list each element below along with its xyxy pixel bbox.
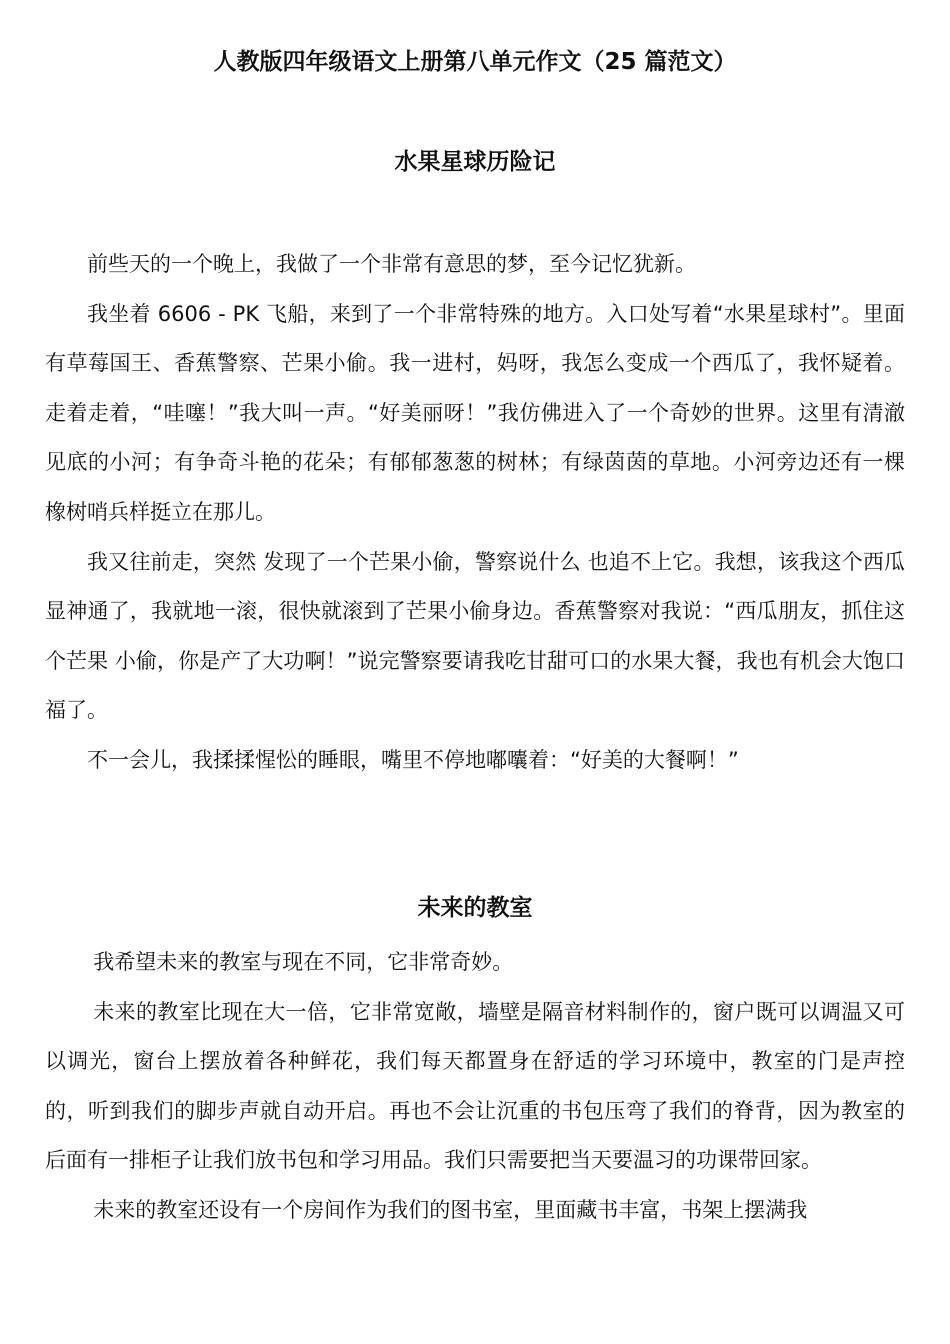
paragraph: 不一会儿，我揉揉惺忪的睡眼，嘴里不停地嘟囔着：“好美的大餐啊！” — [87, 747, 739, 772]
essay-title: 未来的教室 — [417, 895, 533, 921]
paragraph: 我希望未来的教室与现在不同，它非常奇妙。 — [93, 950, 514, 974]
paragraph: 前些天的一个晚上，我做了一个非常有意思的梦，至今记忆犹新。 — [87, 252, 696, 276]
essay-title: 水果星球历险记 — [394, 149, 556, 175]
paragraph: 我坐着 6606 - PK 飞船，来到了一个非常特殊的地方。入口处写着“水果星球村”。里面有草莓国王、香蕉警察、芒果小偷。我一进村，妈呀，我怎么变成一个西瓜了，我怀疑着。走着走着，“哇噻！”我大叫一声。“好美丽呀！”我仿佛进入了一个奇妙的世界。这里有清澈见底的小河；有争奇斗艳的花朵；有郁郁葱葱的树林；有绿茵茵的草地。小河旁边还有一棵橡树哨兵样挺立在那儿。 — [45, 301, 905, 524]
essay-body — [45, 938, 905, 1236]
paragraph: 未来的教室比现在大一倍，它非常宽敞，墙壁是隔音材料制作的，窗户既可以调温又可以调光，窗台上摆放着各种鲜花，我们每天都置身在舒适的学习环境中，教室的门是声控的，听到我们的脚步声就自动开启。再也不会让沉重的书包压弯了我们的脊背，因为教室的后面有一排柜子让我们放书包和学习用品。我们只需要把当天要温习的功课带回家。 — [45, 999, 905, 1173]
paragraph: 我又往前走，突然 发现了一个芒果小偷，警察说什么 也追不上它。我想，该我这个西瓜显神通了，我就地一滚，很快就滚到了芒果小偷身边。香蕉警察对我说：“西瓜朋友，抓住这个芒果 小偷，你是产了大功啊！”说完警察要请我吃甘甜可口的水果大餐，我也有机会大饱口福了。 — [45, 549, 905, 723]
essay-body — [45, 240, 905, 786]
paragraph: 未来的教室还设有一个房间作为我们的图书室，里面藏书丰富，书架上摆满我 — [93, 1197, 808, 1222]
document-title: 人教版四年级语文上册第八单元作文（25 篇范文） — [213, 49, 737, 75]
